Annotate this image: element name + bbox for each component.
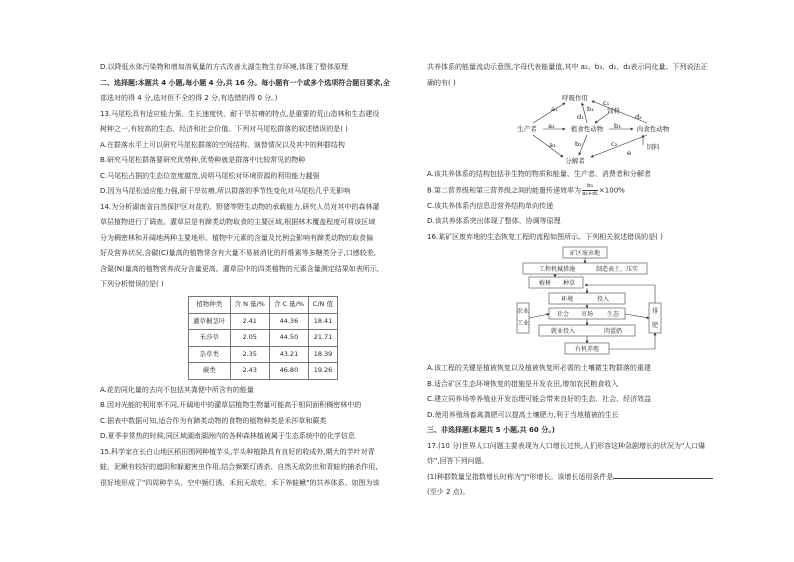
q17-stem: 17.(10 分)世界人口问题主要表现为人口增长过快,人们形容这种急剧增长的状况为"人口爆 [427,441,706,450]
q16-option-c: C.建立同养场等养殖业开发治理可能会带来良好的生态、社会、经济效益 [427,395,652,403]
q13-option-b: B.研究马尾松群落要研究优势种,优势种就是群落中比较常见的物种 [100,156,306,164]
table-row [189,313,338,330]
box-fertilizer: 肥 [651,322,659,329]
box-mine-wasteland: 矿区废弃地 [569,250,601,257]
box-grass: 种草 [562,280,576,287]
q15-option-c: C.该共养体系内信息沿营养结构单向传递 [427,201,554,210]
q14-stem: 草层植物进行了调查。灌草层是有蹄类动物取食的主要区域,根据林木覆盖程度可将该区域 [100,218,376,226]
q13-stem: 树种之一,有较高的生态、经济和社会价值。下列对马尾松群落的叙述错误的是( ) [100,125,348,133]
q14-option-b: B.因对光能的利用率不同,开阔地中的灌草层植物生物量可能高于相同面积稠密林中的 [100,401,362,409]
q14-option-c: C.据表中数据可知,适合作为有蹄类动物的食物的植物种类是禾莎草和蕨类 [100,416,327,425]
node-herbivore: 植食性动物 [570,125,604,133]
section2-heading-line2: 部选对的得 4 分,选对但不全的得 2 分,有选错的得 0 分。) [100,94,278,102]
label-c1: c₁ [603,99,610,107]
table-cell: 43.21 [269,346,308,363]
q15-option-b [427,183,749,199]
box-organic-farming: 有机养殖 [574,346,600,353]
formula-denominator: a₂+d₁ [582,190,598,197]
node-respiration: 呼吸作用 [562,94,588,102]
box-tree-planting: 植树 [538,280,552,287]
table-cell: 2.05 [230,330,269,347]
left-column [100,60,418,491]
box-environment: 环境 [560,296,574,303]
table-cell: 19.26 [308,363,337,380]
q17-sub1-text: (1)种群数量呈指数增长时称为"J"形增长。该增长适用条件是 [427,472,614,481]
node-feed-top: 饲料 [607,107,620,115]
label-a2: a₂ [548,122,555,130]
plant-nutrient-table [188,296,338,380]
table-header: 含 N 量/% [230,296,269,313]
formula-tail: ×100% [598,186,625,194]
q16-option-d: D.使用养殖场畜禽粪肥可以提高土壤肥力,利于当地植被的生长 [427,410,619,419]
q14-stem: 好及营养状况,含碳(C)量高的植物常含有大量不易被消化的纤维素等多糖类分子,口感较差, [100,249,377,257]
q16-option-a: A.该工程的关键是植被恢复以及植被恢复所必需的土壤微生物群落的重建 [427,364,651,372]
table-cell: 21.71 [308,330,337,347]
node-feed-bottom: 饲料 [646,143,660,151]
table-cell: 灌草桐茎叶 [189,313,231,330]
table-cell: 18.39 [308,346,337,363]
node-carnivore: 肉食性动物 [636,125,670,133]
section3-heading: 三、非选择题(本题共 5 小题,共 60 分。) [427,426,555,434]
q16-stem: 16.某矿区废弃地的生态恢复工程的流程如图所示。下列相关叙述错误的是( ) [427,232,663,241]
table-cell: 2.41 [230,313,269,330]
label-b1: b₁ [587,105,594,113]
label-e: e [627,149,631,157]
table-row [189,346,338,363]
q17-sub1 [427,470,749,486]
table-cell: 44.50 [269,330,308,347]
table-cell: 禾莎草 [189,330,231,347]
efficiency-formula [582,183,598,198]
box-discharge: 排 [651,308,659,315]
box-society: 社会 [556,311,570,318]
box-industry: 工业 [516,320,530,327]
box-employment: 就业投入 [550,328,576,335]
restoration-flow-diagram [427,245,749,361]
table-cell: 2.43 [230,363,269,380]
table-cell: 蕨类 [189,363,231,380]
box-meat-eggs: 肉蛋奶 [603,328,623,335]
q14-stem: 含氮(N)量高的植物营养成分含量更高。灌草层中的四类植物的元素含量测定结果如表所示, [100,264,379,273]
q15-stem: 很好地形成了"四周种芋头、空中频灯诱、禾间天敌吃、禾下养蛙鳅"的共养体系。如图为该 [100,478,380,487]
box-ecology: 生态 [606,311,620,318]
q13-option-a: A.在群落水平上可以研究马尾松群落的空间结构、演替情况以及其中的种群结构 [100,140,345,149]
q13-option-c: C.马尾松占据的生态位宽度越宽,说明马尾松对环境资源的利用能力越强 [100,171,320,180]
energy-flow-diagram [427,91,749,167]
label-a3: a₃ [549,141,556,149]
table-header: 植物种类 [189,296,231,313]
label-a1: a₁ [551,105,558,113]
label-c2: c₂ [611,140,618,148]
answer-blank[interactable] [613,470,713,479]
box-engineering: 工程机械措施 [538,266,576,273]
label-d1: d₁ [577,113,584,121]
table-row [189,363,338,380]
q15-stem-cont: 共养体系的能量流动示意图,字母代表能量值,其中 a₂、b₃、d₁、d₂表示同化量。下列说法正 [427,63,708,71]
table-cell: 44.36 [269,313,308,330]
table-header-row [189,296,338,313]
label-d2: d₂ [635,113,642,121]
q14-stem: 14.为分析湖南省自然保护区对花豹、野猪等野生动物的承载能力,研究人员对其中的森林灌 [100,202,380,211]
box-investment: 投入 [596,296,610,303]
table-cell: 18.41 [308,313,337,330]
q12-option-d: D.以降低水体污染物和增加溶氧量的方式改善太湖生物生存环境,体现了整体原理 [100,63,348,71]
node-producer: 生产者 [517,125,537,133]
table-cell: 2.35 [230,346,269,363]
q13-option-d: D.因为马尾松适应能力强,耐干旱贫瘠,所以群落的季节性变化对马尾松几乎无影响 [100,187,351,195]
q15-stem: 15.科学家在长白山地区稻田围网种植芋头,芋头种植除具有良好的收成外,期大的芋叶对青 [100,447,375,456]
q14-option-d: D.夏季非常热的时候,同区域湖南湖洲内的各种森林植被属于生态系统中的化学信息 [100,432,355,440]
right-column [427,60,749,501]
q17-stem: 炸",回答下列问题。 [427,457,489,465]
q17-sub1-tail: (至少 2 点)。 [427,488,470,496]
table-row [189,330,338,347]
table-header: 含 C 量/% [269,296,308,313]
q13-stem: 13.马尾松具有适应能力强、生长速度快、耐干旱贫瘠的特点,是重要的荒山造林和生态建设 [100,109,380,118]
q15-option-a: A.该共养体系的结构包括非生物的物质和能量、生产者、消费者和分解者 [427,170,651,178]
q14-option-a: A.花豹同化量的去向不包括其粪便中所含有的能量 [100,385,254,394]
q14-stem: 下列分析错误的是( ) [100,280,164,288]
label-b2: b₂ [575,140,582,148]
q15-stem: 蛙、泥鳅有较好的遮阴和躲避害虫作用,结合频繁灯诱杀、自然天敌防虫和青蛙的捕杀作用, [100,463,378,471]
formula-numerator: b₃ [582,183,598,191]
box-agriculture: 农业 [516,308,530,315]
node-decomposer: 分解者 [565,157,585,165]
box-market: 市场 [580,311,594,318]
table-header: C/N 值 [308,296,337,313]
q15-stem-cont: 确的有( ) [427,78,456,87]
table-cell: 杂草类 [189,346,231,363]
box-topsoil: 制造表土、压实 [595,266,639,273]
q15-option-b-text: B.第二营养级和第三营养级之间的能量传递效率为 [427,186,582,194]
section2-heading: 二、选择题:本题共 4 小题,每小题 4 分,共 16 分。每小题有一个或多个选项符合题目要求,全 [100,78,390,87]
table-cell: 46.80 [269,363,308,380]
q16-option-b: B.适合矿区生态环境恢复的措施是开发农田,增加农民粮食收入 [427,379,619,388]
label-b3: b₃ [614,122,621,130]
q14-stem: 分为稠密林和开阔地两种主要地形。植物中元素的含量及比例会影响有蹄类动物的取食偏 [100,233,373,242]
q15-option-d: D.该共养体系突出体现了整体、协调等原理 [427,217,561,225]
